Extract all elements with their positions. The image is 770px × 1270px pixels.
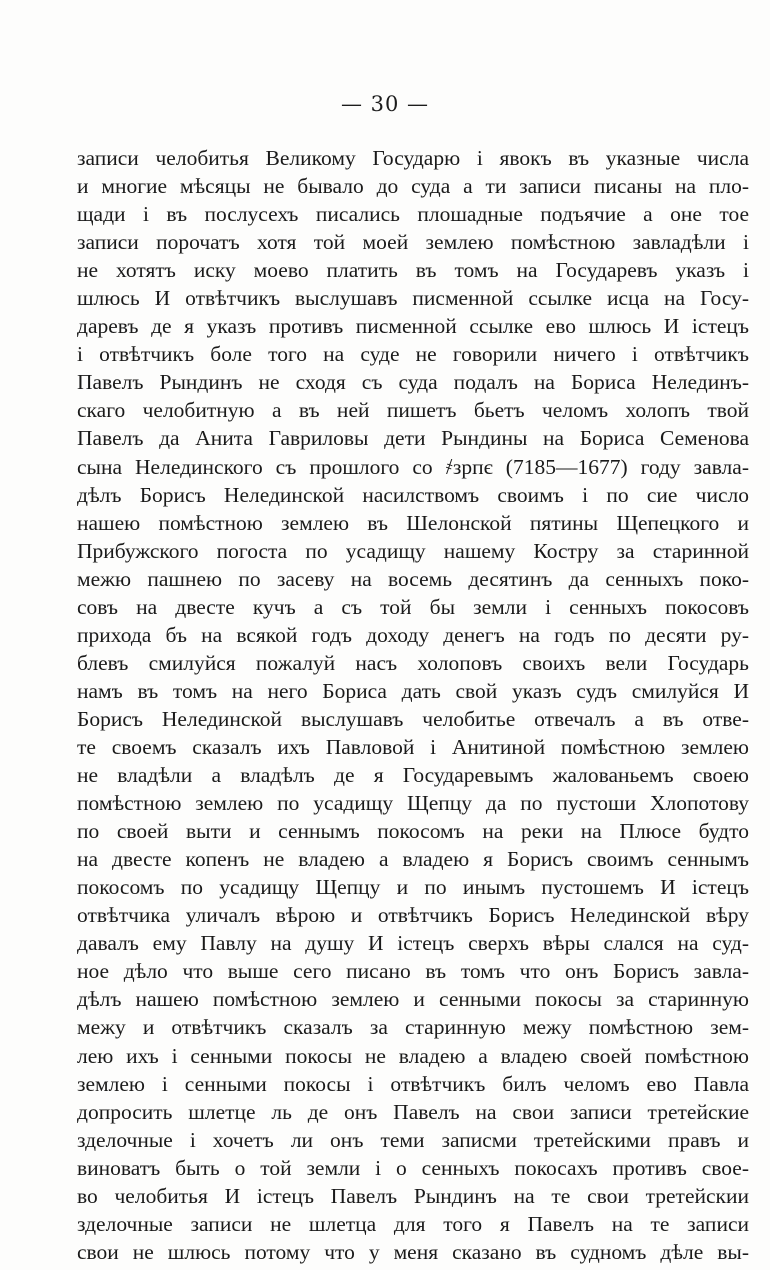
text-line: давалъ ему Павлу на душу И істецъ сверхъ вѣры слался на суд- — [77, 931, 749, 956]
text-line: помѣстною землею по усадищу Щепцу да по пустоши Хлопотову — [77, 791, 749, 816]
text-line: совъ на двесте кучъ а съ той бы земли і сенныхъ покосовъ — [77, 594, 749, 619]
text-line: блевъ смилуйся пожалуй насъ холоповъ своихъ вели Государь — [77, 650, 749, 675]
text-line: во челобитья И істецъ Павелъ Рындинъ на те свои третейскии — [77, 1183, 749, 1208]
text-line: и многие мѣсяцы не бывало до суда а ти записи писаны на пло- — [77, 174, 749, 199]
text-line: і отвѣтчикъ боле того на суде не говорили ничего і отвѣтчикъ — [77, 342, 749, 367]
text-line: намъ въ томъ на него Бориса дать свой указъ судъ смилуйся И — [77, 678, 749, 703]
body-text — [77, 144, 749, 1266]
text-line: допросить шлетце ль де онъ Павелъ на свои записи третейские — [77, 1099, 749, 1124]
text-line: нашею помѣстною землею въ Шелонской пятины Щепецкого и — [77, 510, 749, 535]
text-line: шлюсь И отвѣтчикъ выслушавъ писменной ссылке исца на Госу- — [77, 286, 749, 311]
text-line: на двесте копенъ не владею а владею я Борисъ своимъ сеннымъ — [77, 847, 749, 872]
text-line: межю пашнею по засеву на восемь десятинъ да сенныхъ поко- — [77, 566, 749, 591]
text-line: дѣлъ нашею помѣстною землею и сенными покосы за старинную — [77, 987, 749, 1012]
page-number: — 30 — — [340, 92, 430, 116]
text-line: Борисъ Нелединской выслушавъ челобитье отвечалъ а въ отве- — [77, 706, 749, 731]
text-line: зделочные записи не шлетца для того я Павелъ на те записи — [77, 1211, 749, 1236]
text-line: сына Нелединского съ прошлого со ҂зрпє (7185—1677) году завла- — [77, 454, 749, 479]
text-line: виноватъ быть о той земли і о сенныхъ покосахъ противъ свое- — [77, 1155, 749, 1180]
text-line: межу и отвѣтчикъ сказалъ за старинную межу помѣстною зем- — [77, 1015, 749, 1040]
text-line: землею і сенными покосы і отвѣтчикъ билъ челомъ ево Павла — [77, 1071, 749, 1096]
text-line: прихода бъ на всякой годъ доходу денегъ на годъ по десяти ру- — [77, 622, 749, 647]
text-line: Павелъ Рындинъ не сходя съ суда подалъ на Бориса Нелединъ- — [77, 370, 749, 395]
text-line: Павелъ да Анита Гавриловы дети Рындины на Бориса Семенова — [77, 426, 749, 451]
text-line: скаго челобитную а въ ней пишетъ бьетъ челомъ холопъ твой — [77, 398, 749, 423]
text-line: отвѣтчика уличалъ вѣрою и отвѣтчикъ Борисъ Нелединской вѣру — [77, 903, 749, 928]
text-line: Прибужского погоста по усадищу нашему Костру за старинной — [77, 538, 749, 563]
text-line: зделочные і хочетъ ли онъ теми записми третейскими правъ и — [77, 1127, 749, 1152]
text-line: не владѣли а владѣлъ де я Государевымъ жалованьемъ своею — [77, 763, 749, 788]
text-line: даревъ де я указъ противъ писменной ссылке ево шлюсь И істецъ — [77, 314, 749, 339]
text-line: записи порочатъ хотя той моей землею помѣстною завладѣли і — [77, 230, 749, 255]
text-line: по своей выти и сеннымъ покосомъ на реки на Плюсе будто — [77, 819, 749, 844]
text-line: свои не шлюсь потому что у меня сказано въ судномъ дѣле вы- — [77, 1239, 749, 1264]
text-line: покосомъ по усадищу Щепцу и по инымъ пустошемъ И істецъ — [77, 875, 749, 900]
text-line: не хотятъ иску моево платить въ томъ на Государевъ указъ і — [77, 258, 749, 283]
text-line: щади і въ послусехъ писались плошадные подъячие а оне тое — [77, 202, 749, 227]
text-line: ное дѣло что выше сего писано въ томъ что онъ Борисъ завла- — [77, 959, 749, 984]
text-line: лею ихъ і сенными покосы не владею а владею своей помѣстною — [77, 1043, 749, 1068]
text-line: дѣлъ Борисъ Нелединской насилствомъ своимъ і по сие число — [77, 482, 749, 507]
text-line: записи челобитья Великому Государю і явокъ въ указные числа — [77, 146, 749, 170]
text-line: те своемъ сказалъ ихъ Павловой і Анитиной помѣстною землею — [77, 734, 749, 759]
